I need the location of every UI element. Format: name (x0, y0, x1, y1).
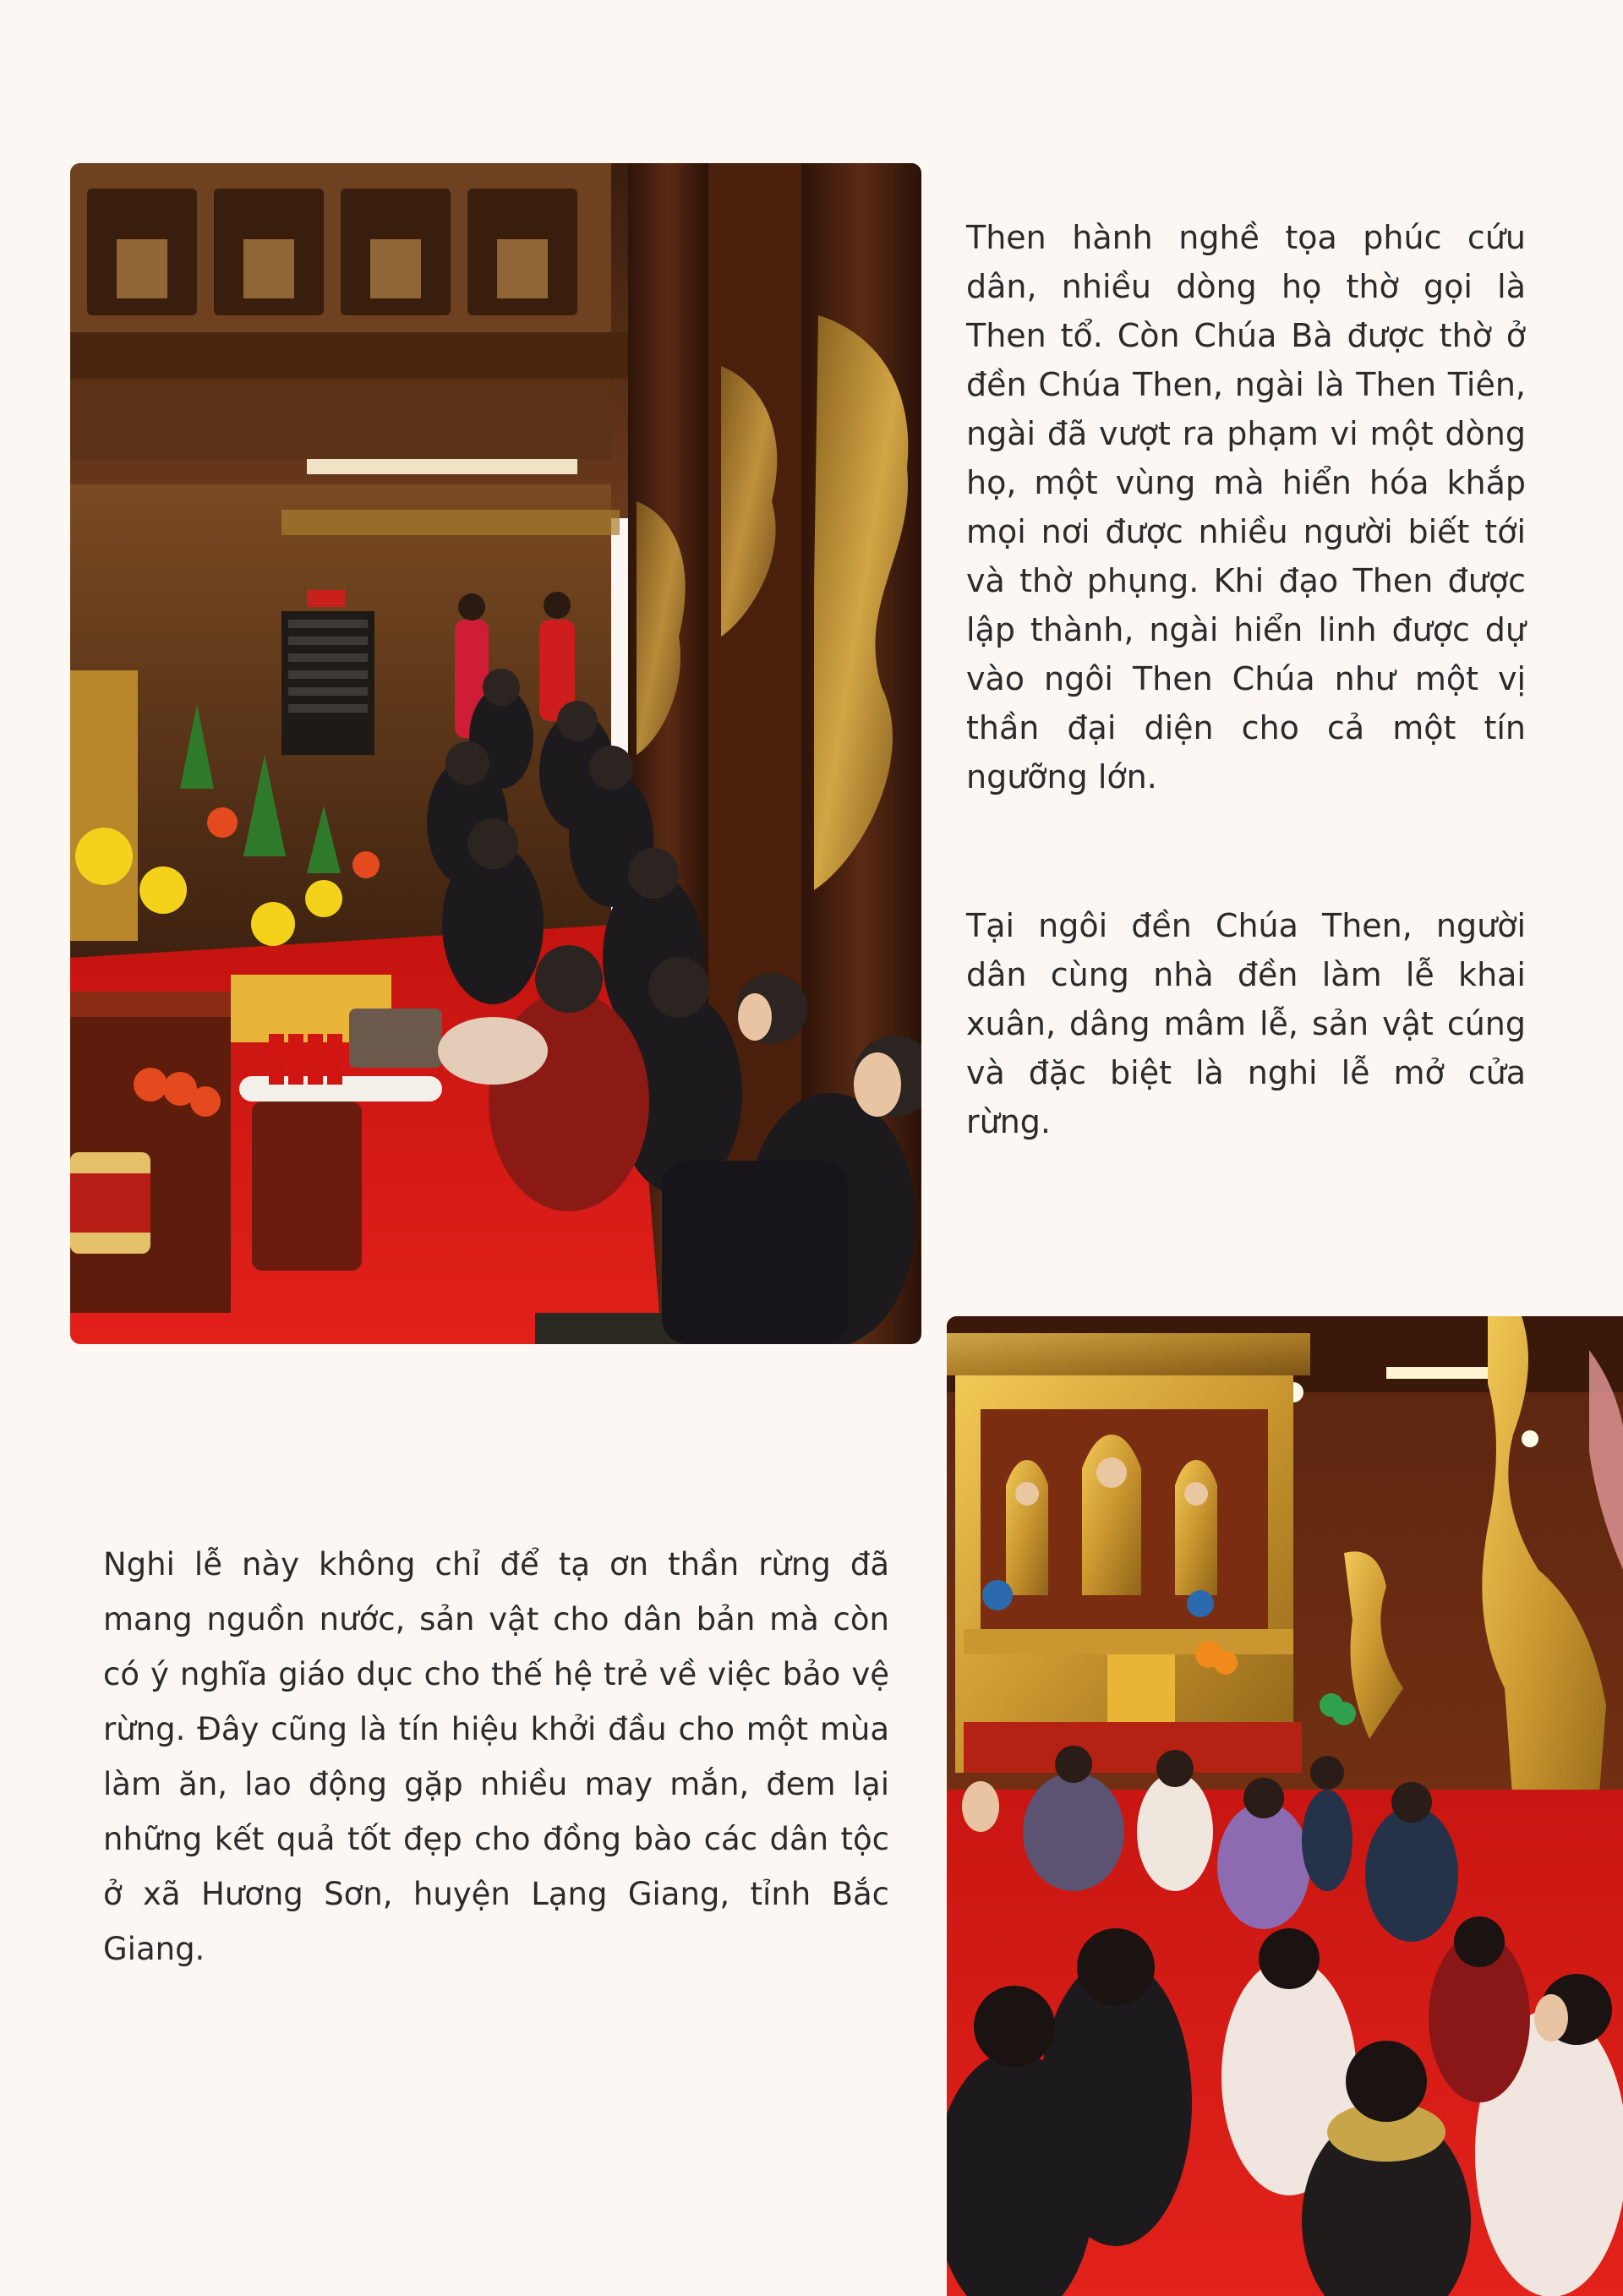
temple-interior-illustration (70, 163, 921, 1344)
temple-altar-photo-right (947, 1316, 1623, 2296)
temple-altar-illustration (947, 1316, 1623, 2296)
paragraph-then-description: Then hành nghề tọa phúc cứu dân, nhiều dòng họ thờ gọi là Then tổ. Còn Chúa Bà được thờ ở đền Chúa Then, ngài là Then Tiên, ngài đã vượt ra phạm vi một dòng họ, một vùng mà hiển hóa khắp mọi nơi được nhiều người biết tới và thờ phụng. Khi đạo Then được lập thành, ngài hiển linh được dự vào ngôi Then Chúa như một vị thần đại diện cho cả một tín ngưỡng lớn. (966, 219, 1526, 795)
paragraph-spring-ceremony: Tại ngôi đền Chúa Then, người dân cùng nhà đền làm lễ khai xuân, dâng mâm lễ, sản vật cúng và đặc biệt là nghi lễ mở cửa rừng. (966, 907, 1526, 1140)
paragraph-forest-ritual-meaning: Nghi lễ này không chỉ để tạ ơn thần rừng đã mang nguồn nước, sản vật cho dân bản mà còn có ý nghĩa giáo dục cho thế hệ trẻ về việc bảo vệ rừng. Đây cũng là tín hiệu khởi đầu cho một mùa làm ăn, lao động gặp nhiều may mắn, đem lại những kết quả tốt đẹp cho đồng bào các dân tộc ở xã Hương Sơn, huyện Lạng Giang, tỉnh Bắc Giang. (103, 1546, 889, 1967)
temple-worship-photo-left (70, 163, 921, 1344)
